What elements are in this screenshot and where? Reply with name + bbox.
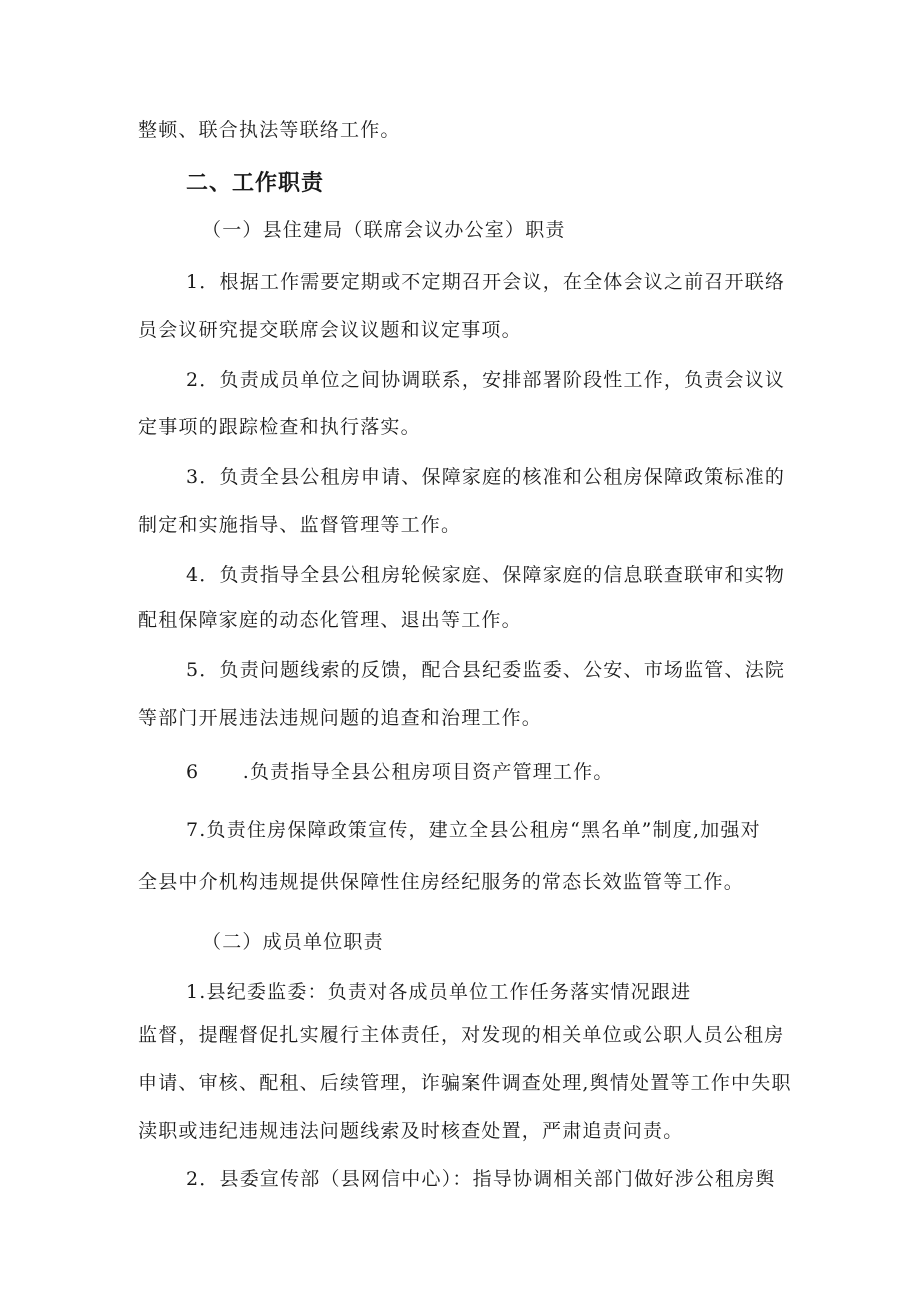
item-1-line-2: 员会议研究提交联席会议议题和议定事项。 (138, 319, 522, 341)
item-3-line-2: 制定和实施指导、监督管理等工作。 (138, 514, 462, 536)
subsection-1-title: （一）县住建局（联席会议办公室）职责 (202, 219, 566, 241)
subsection-2-title: （二）成员单位职责 (202, 931, 384, 953)
item-1-line-1: 1．根据工作需要定期或不定期召开会议，在全体会议之前召开联络 (186, 271, 786, 293)
item-4-line-2: 配租保障家庭的动态化管理、退出等工作。 (138, 609, 522, 631)
member-2-line-1: 2．县委宣传部（县网信中心）：指导协调相关部门做好涉公租房舆 (186, 1168, 776, 1190)
item-5-line-1: 5．负责问题线索的反馈，配合县纪委监委、公安、市场监管、法院 (186, 659, 786, 681)
member-1-line-1: 1.县纪委监委：负责对各成员单位工作任务落实情况跟进 (186, 981, 692, 1003)
item-2-line-2: 定事项的跟踪检查和执行落实。 (138, 416, 421, 438)
member-1-line-4: 渎职或违纪违规违法问题线索及时核查处置，严肃追责问责。 (138, 1120, 684, 1142)
item-6-line-1: 6 .负责指导全县公租房项目资产管理工作。 (186, 761, 614, 783)
member-1-line-2: 监督，提醒督促扎实履行主体责任，对发现的相关单位或公职人员公租房 (138, 1024, 785, 1046)
continuation-text: 整顿、联合执法等联络工作。 (138, 119, 401, 141)
item-4-line-1: 4．负责指导全县公租房轮候家庭、保障家庭的信息联查联审和实物 (186, 564, 786, 586)
item-2-line-1: 2．负责成员单位之间协调联系，安排部署阶段性工作，负责会议议 (186, 369, 786, 391)
item-5-line-2: 等部门开展违法违规问题的追查和治理工作。 (138, 707, 543, 729)
section-title: 二、工作职责 (186, 171, 325, 196)
item-7-line-2: 全县中介机构违规提供保障性住房经纪服务的常态长效监管等工作。 (138, 871, 745, 893)
item-7-line-1: 7.负责住房保障政策宣传，建立全县公租房“黑名单”制度,加强对 (186, 819, 761, 841)
member-1-line-3: 申请、审核、配租、后续管理，诈骗案件调查处理,舆情处置等工作中失职 (138, 1072, 792, 1094)
item-3-line-1: 3．负责全县公租房申请、保障家庭的核准和公租房保障政策标准的 (186, 466, 786, 488)
